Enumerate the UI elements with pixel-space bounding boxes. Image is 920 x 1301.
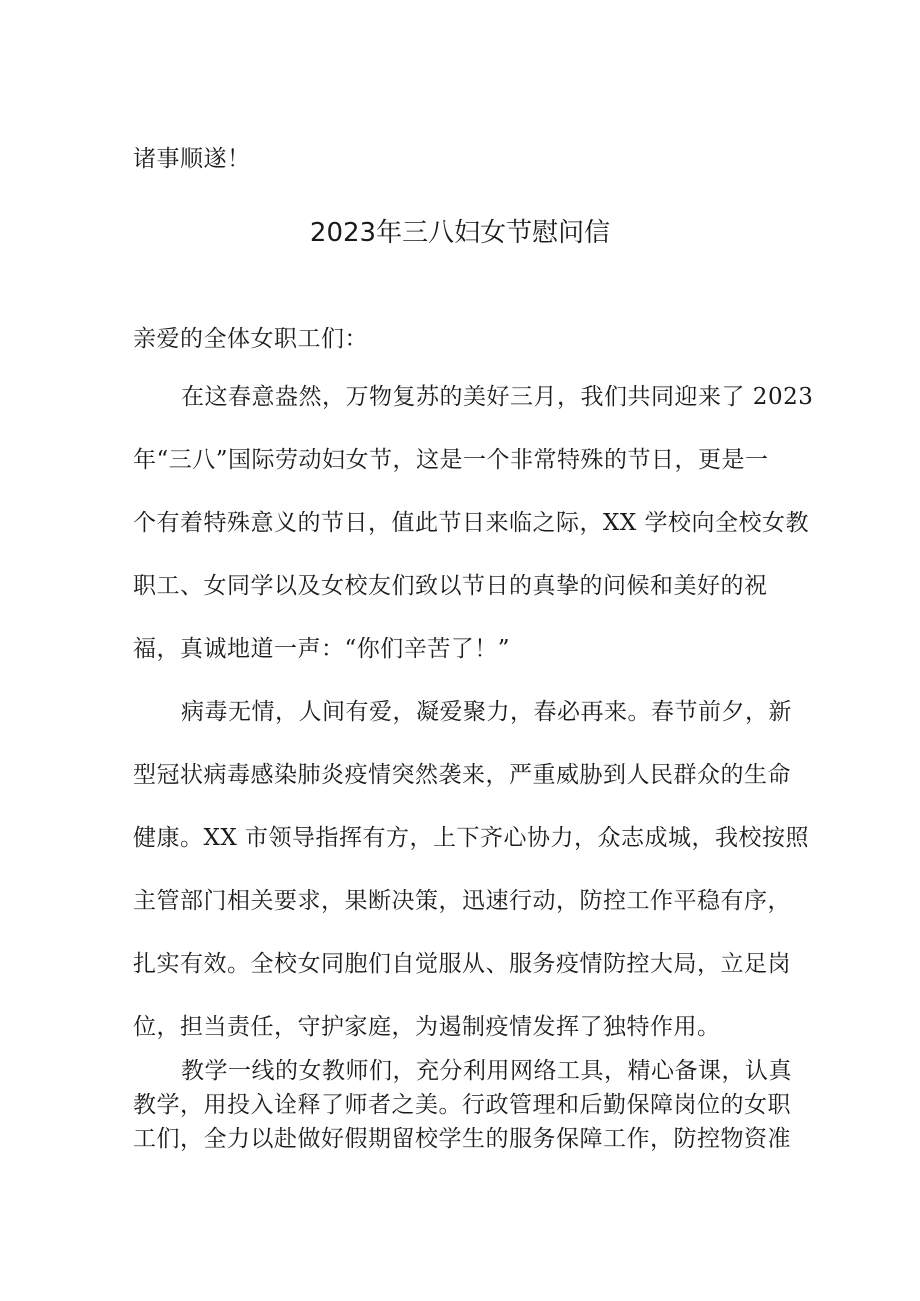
salutation: 亲爱的全体女职工们：: [133, 326, 368, 352]
paragraph-line: 在这春意盎然，万物复苏的美好三月，我们共同迎来了 2023: [181, 384, 814, 410]
paragraph-line: 位，担当责任，守护家庭，为遏制疫情发挥了独特作用。: [133, 1014, 721, 1040]
paragraph-line: 个有着特殊意义的节日，值此节日来临之际，XX 学校向全校女教: [133, 510, 810, 536]
paragraph-line: 职工、女同学以及女校友们致以节日的真挚的问候和美好的祝: [133, 573, 768, 599]
paragraph-3: [133, 1054, 793, 1156]
paragraph-line: 年“三八”国际劳动妇女节，这是一个非常特殊的节日，更是一: [133, 447, 769, 473]
paragraph-line: 教学，用投入诠释了师者之美。行政管理和后勤保障岗位的女职: [133, 1092, 791, 1118]
paragraph-line: 扎实有效。全校女同胞们自觉服从、服务疫情防控大局，立足岗: [133, 951, 791, 977]
paragraph-1: [133, 366, 814, 681]
paragraph-line: 病毒无情，人间有爱，凝爱聚力，春必再来。春节前夕，新: [181, 699, 792, 725]
paragraph-line: 健康。XX 市领导指挥有方，上下齐心协力，众志成城，我校按照: [133, 825, 810, 851]
paragraph-2: [133, 681, 810, 1059]
letter-title: 2023年三八妇女节慰问信: [309, 218, 611, 248]
paragraph-line: 教学一线的女教师们，充分利用网络工具，精心备课，认真: [181, 1058, 792, 1084]
paragraph-line: 型冠状病毒感染肺炎疫情突然袭来，严重威胁到人民群众的生命: [133, 762, 791, 788]
previous-letter-closing: 诸事顺遂！: [133, 146, 251, 172]
paragraph-line: 主管部门相关要求，果断决策，迅速行动，防控工作平稳有序，: [133, 888, 791, 914]
paragraph-line: 福，真诚地道一声：“你们辛苦了！”: [133, 636, 511, 662]
paragraph-line: 工们，全力以赴做好假期留校学生的服务保障工作，防控物资准: [133, 1126, 791, 1152]
